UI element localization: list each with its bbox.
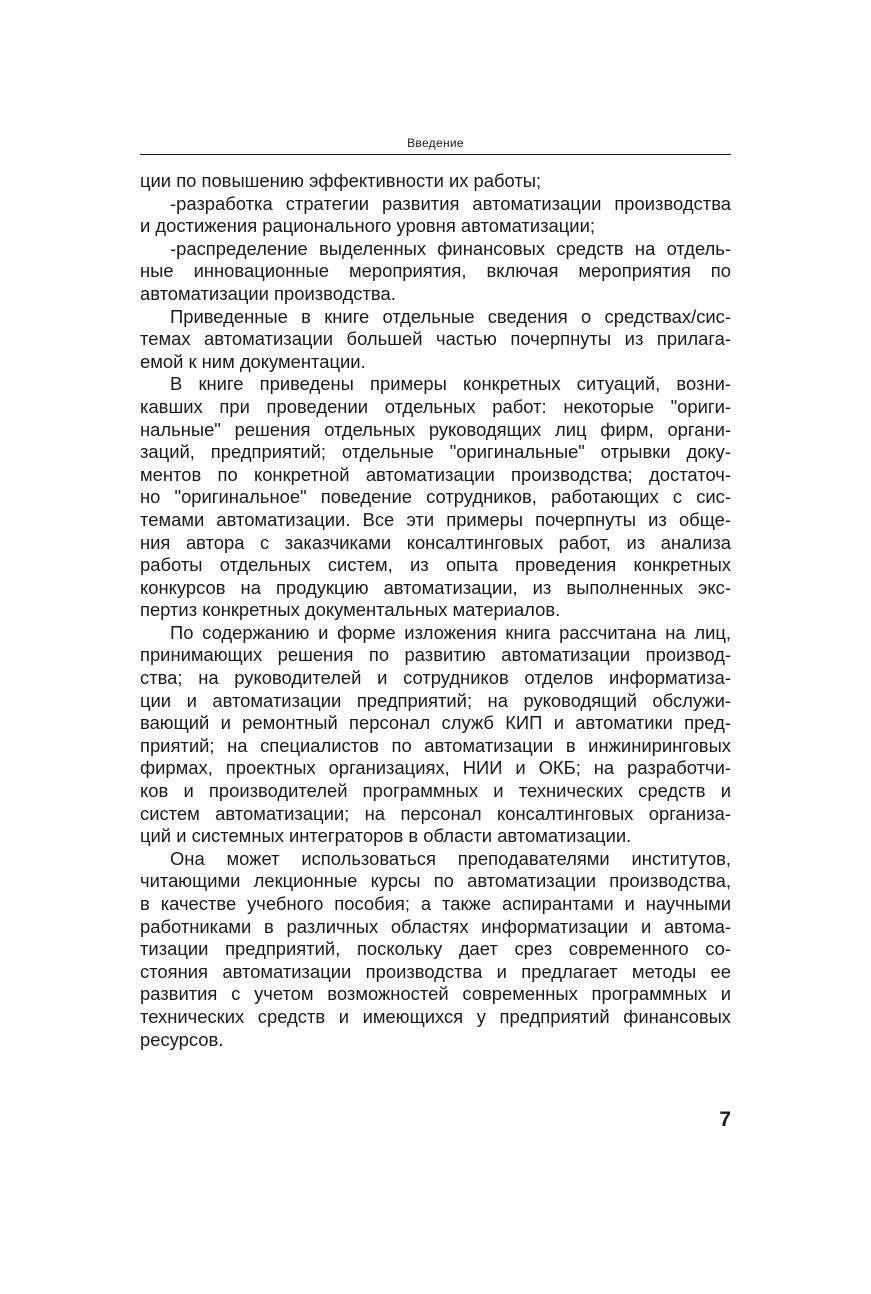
text-line: в качестве учебного пособия; а также аспирантами и научными <box>140 893 731 914</box>
text-line: ций и системных интеграторов в области автоматизации. <box>140 825 632 847</box>
text-line: работниками в различных областях информатизации и автома- <box>140 915 731 937</box>
text-line: развития с учетом возможностей современных программных и <box>140 983 731 1005</box>
text-line: емой к ним документации. <box>140 350 366 372</box>
text-line: -распределение выделенных финансовых средств на отдель- <box>170 237 731 259</box>
text-line: кавших при проведении отдельных работ: некоторые "ориги- <box>140 395 731 417</box>
body-text <box>140 170 731 1051</box>
text-line: ции и автоматизации предприятий; на руководящий обслужи- <box>140 689 731 711</box>
text-line: ции по повышению эффективности их работы; <box>140 170 542 191</box>
text-line: Она может использоваться преподавателями институтов, <box>170 847 731 869</box>
text-line: принимающих решения по развитию автоматизации производ- <box>140 644 731 666</box>
text-line: Приведенные в книге отдельные сведения о средствах/сис- <box>170 305 731 327</box>
text-line: ные инновационные мероприятия, включая мероприятия по <box>140 260 731 282</box>
text-line: ства; на руководителей и сотрудников отделов информатиза- <box>140 667 731 689</box>
text-line: пертиз конкретных документальных материалов. <box>140 599 561 621</box>
text-line: читающими лекционные курсы по автоматизации производства, <box>140 870 731 892</box>
text-line: но "оригинальное" поведение сотрудников, работающих с сис- <box>140 486 731 508</box>
text-line: автоматизации производства. <box>140 282 396 304</box>
text-line: стояния автоматизации производства и предлагает методы ее <box>140 960 731 982</box>
text-line: фирмах, проектных организациях, НИИ и ОКБ; на разработчи- <box>140 757 731 779</box>
text-line: По содержанию и форме изложения книга рассчитана на лиц, <box>170 621 731 643</box>
page-number: 7 <box>719 1108 731 1131</box>
text-line: В книге приведены примеры конкретных ситуаций, возни- <box>170 373 731 395</box>
text-line: приятий; на специалистов по автоматизации в инжиниринговых <box>140 734 731 756</box>
text-line: технических средств и имеющихся у предприятий финансовых <box>140 1005 731 1027</box>
text-line: конкурсов на продукцию автоматизации, из выполненных экс- <box>140 576 731 598</box>
text-line: -разработка стратегии развития автоматизации производства <box>170 192 731 214</box>
header-rule <box>140 154 731 155</box>
text-line: систем автоматизации; на персонал консалтинговых организа- <box>140 802 731 824</box>
text-line: ков и производителей программных и технических средств и <box>140 780 731 802</box>
text-line: темах автоматизации большей частью почерпнуты из прилага- <box>140 328 731 350</box>
text-line: работы отдельных систем, из опыта проведения конкретных <box>140 554 731 576</box>
text-line: вающий и ремонтный персонал служб КИП и автоматики пред- <box>140 712 731 734</box>
text-line: заций, предприятий; отдельные "оригинальные" отрывки доку- <box>140 441 731 463</box>
text-line: ресурсов. <box>140 1028 224 1050</box>
text-line: и достижения рационального уровня автоматизации; <box>140 215 595 237</box>
text-line: ния автора с заказчиками консалтинговых работ, из анализа <box>140 531 731 553</box>
text-line: ментов по конкретной автоматизации производства; достаточ- <box>140 463 731 485</box>
running-head: Введение <box>407 136 464 150</box>
text-line: тизации предприятий, поскольку дает срез современного со- <box>140 938 731 960</box>
text-line: нальные" решения отдельных руководящих лиц фирм, органи- <box>140 418 731 440</box>
text-line: темами автоматизации. Все эти примеры почерпнуты из обще- <box>140 508 731 530</box>
